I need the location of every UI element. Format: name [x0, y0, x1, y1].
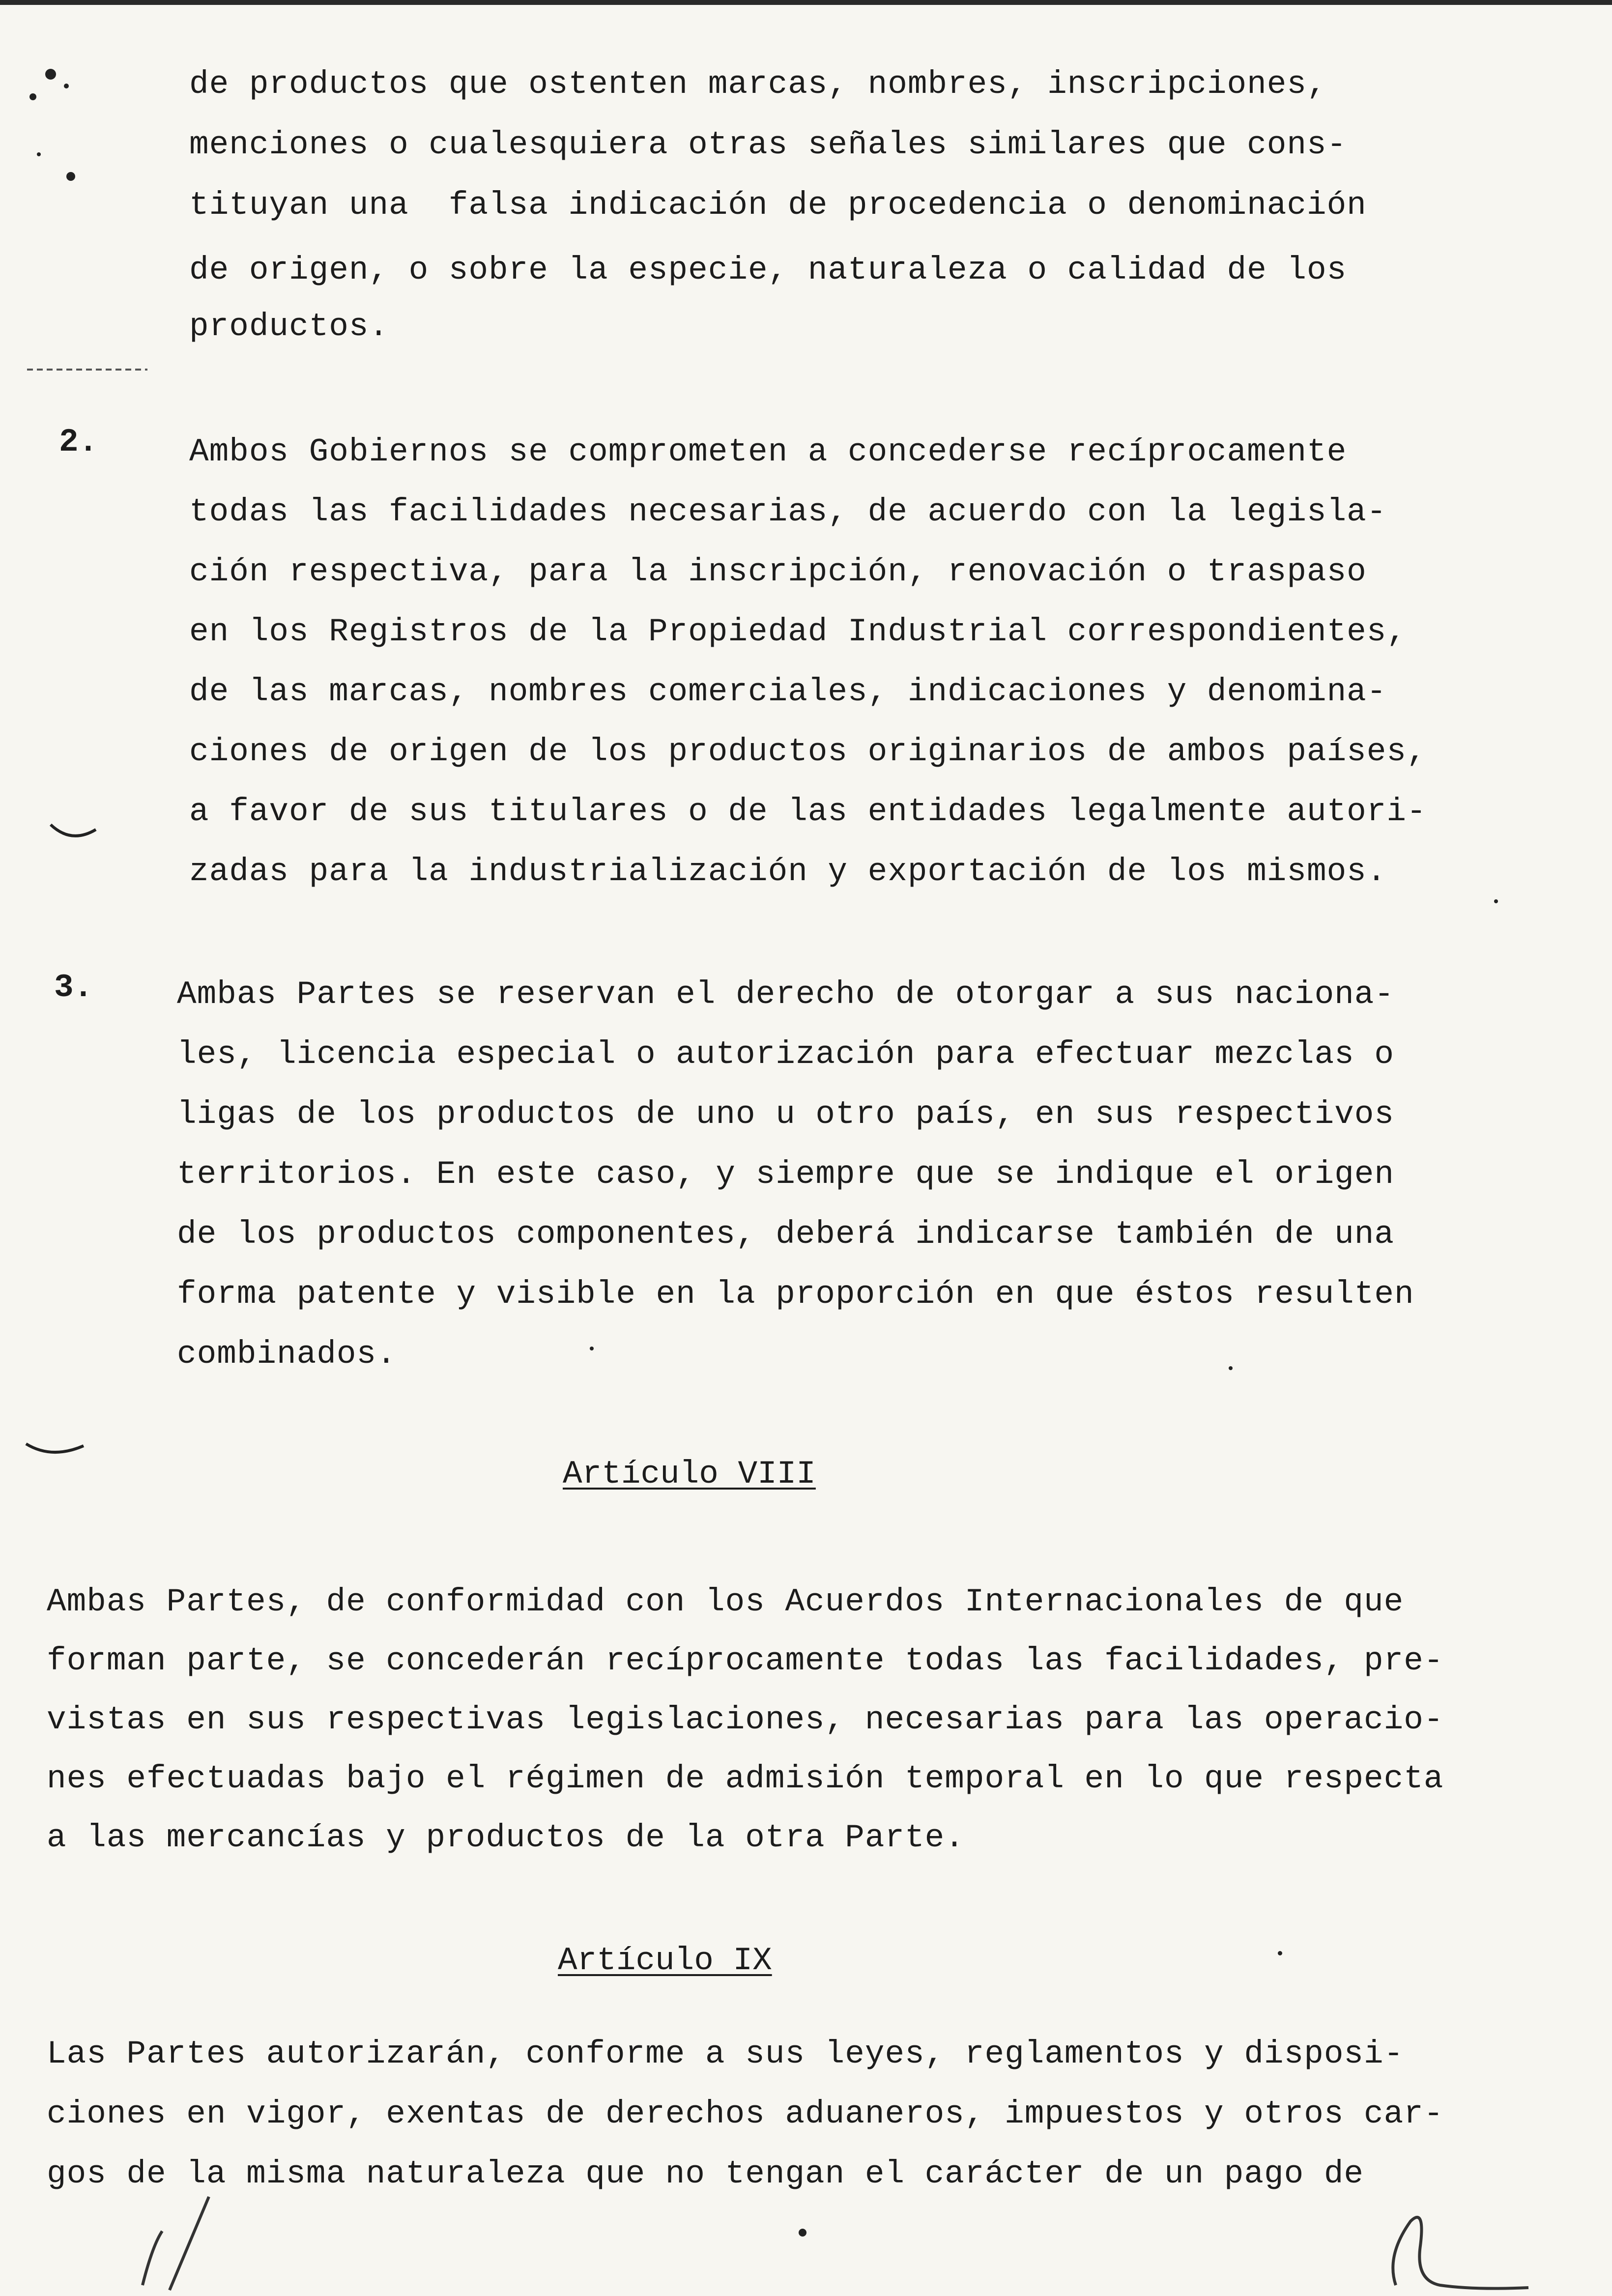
scan-speck [799, 2229, 806, 2237]
scan-speck [1229, 1366, 1233, 1370]
scan-speck [1278, 1951, 1282, 1955]
item-2-number: 2. [59, 424, 98, 460]
handwritten-initial-left [123, 2187, 260, 2296]
intro-line-2: menciones o cualesquiera otras señales similares que cons- [189, 126, 1347, 163]
item-2-line-5: de las marcas, nombres comerciales, indicaciones y denomina- [189, 673, 1387, 710]
item-3-number: 3. [54, 969, 93, 1006]
scan-speck [590, 1347, 594, 1350]
item-3-line-3: ligas de los productos de uno u otro país, en sus respectivos [177, 1096, 1394, 1133]
article-9-line-2: ciones en vigor, exentas de derechos aduaneros, impuestos y otros car- [47, 2095, 1444, 2132]
scan-top-edge [0, 0, 1612, 5]
scan-speck [1494, 899, 1498, 903]
intro-line-5: productos. [189, 308, 389, 345]
article-8-heading: Artículo VIII [563, 1456, 816, 1492]
item-3-line-4: territorios. En este caso, y siempre que se indique el origen [177, 1156, 1394, 1193]
article-8-line-3: vistas en sus respectivas legislaciones, necesarias para las operacio- [47, 1701, 1444, 1738]
item-2-line-7: a favor de sus titulares o de las entidades legalmente autori- [189, 793, 1427, 830]
handwritten-initial-right [1366, 2187, 1573, 2296]
article-8-line-4: nes efectuadas bajo el régimen de admisión temporal en lo que respecta [47, 1760, 1444, 1797]
item-2-line-3: ción respectiva, para la inscripción, renovación o traspaso [189, 553, 1367, 590]
intro-line-4: de origen, o sobre la especie, naturaleza o calidad de los [189, 252, 1347, 288]
article-8-line-1: Ambas Partes, de conformidad con los Acuerdos Internacionales de que [47, 1583, 1404, 1620]
item-3-line-5: de los productos componentes, deberá indicarse también de una [177, 1216, 1394, 1253]
article-9-line-3: gos de la misma naturaleza que no tengan el carácter de un pago de [47, 2155, 1364, 2192]
item-3-line-2: les, licencia especial o autorización para efectuar mezclas o [177, 1036, 1394, 1073]
article-8-line-5: a las mercancías y productos de la otra Parte. [47, 1819, 965, 1856]
item-2-line-2: todas las facilidades necesarias, de acuerdo con la legisla- [189, 493, 1387, 530]
scan-speck [64, 84, 69, 88]
scan-curve-mark [47, 816, 101, 845]
scan-speck [37, 152, 41, 156]
intro-line-1: de productos que ostenten marcas, nombres, inscripciones, [189, 66, 1327, 103]
item-2-line-8: zadas para la industrialización y exportación de los mismos. [189, 853, 1387, 890]
scan-speck [29, 93, 36, 100]
item-3-line-1: Ambas Partes se reservan el derecho de otorgar a sus naciona- [177, 976, 1394, 1013]
article-9-heading: Artículo IX [558, 1942, 772, 1979]
scan-speck [45, 69, 56, 80]
item-3-line-7: combinados. [177, 1336, 397, 1373]
article-8-line-2: forman parte, se concederán recíprocamente todas las facilidades, pre- [47, 1642, 1444, 1679]
scan-dash-mark [25, 359, 152, 378]
item-2-line-6: ciones de origen de los productos originarios de ambos países, [189, 733, 1427, 770]
item-2-line-1: Ambos Gobiernos se comprometen a concederse recíprocamente [189, 433, 1347, 470]
scan-speck [66, 172, 75, 181]
article-9-line-1: Las Partes autorizarán, conforme a sus leyes, reglamentos y disposi- [47, 2036, 1404, 2072]
intro-line-3: tituyan una falsa indicación de procedencia o denominación [189, 187, 1367, 224]
item-3-line-6: forma patente y visible en la proporción en que éstos resulten [177, 1276, 1414, 1313]
scan-curve-mark [22, 1435, 91, 1464]
item-2-line-4: en los Registros de la Propiedad Industrial correspondientes, [189, 613, 1407, 650]
